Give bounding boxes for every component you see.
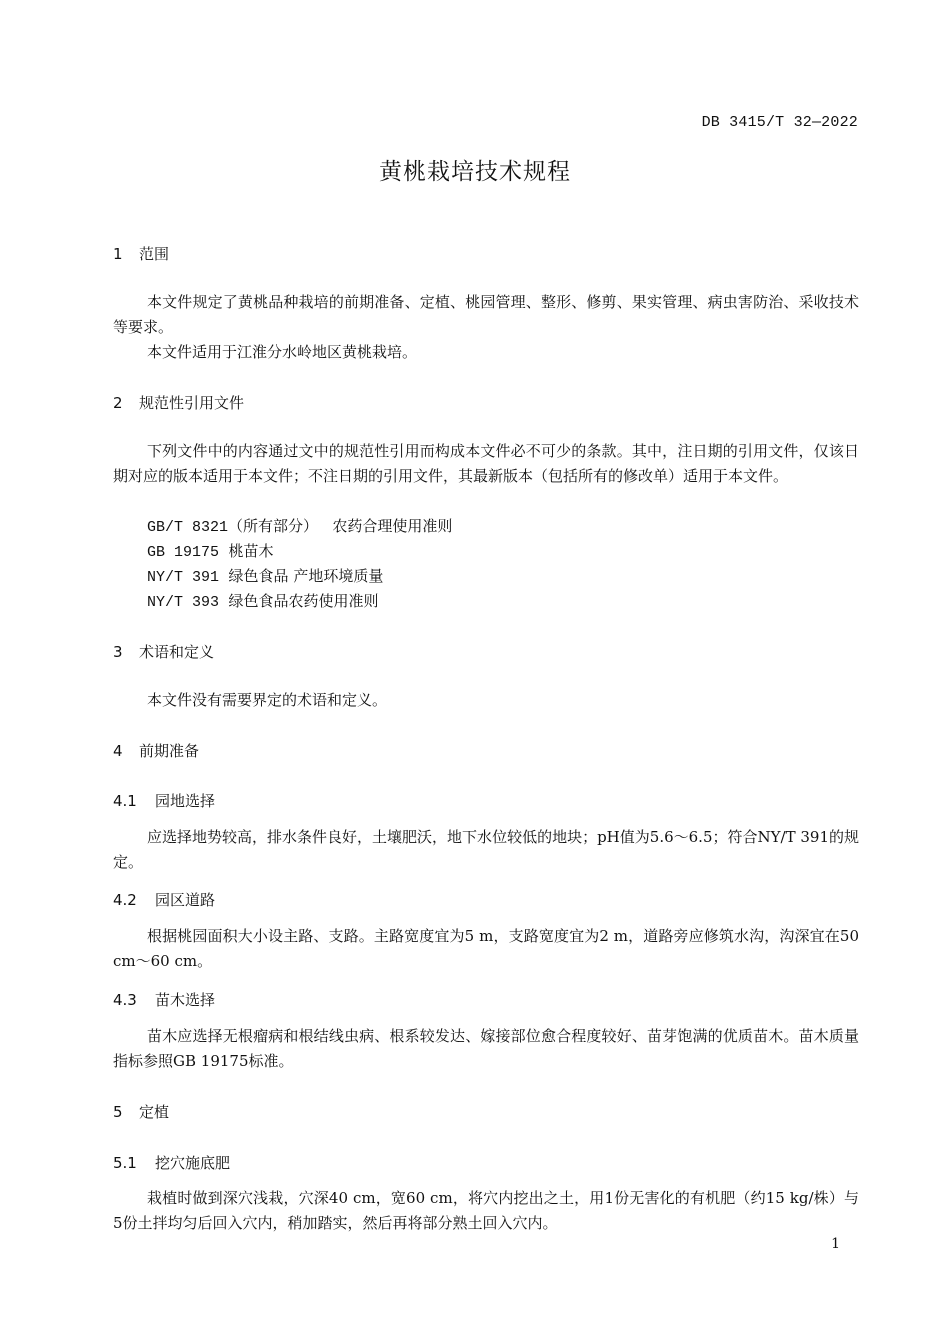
page-number: 1 — [831, 1236, 840, 1252]
section-title: 定植 — [139, 1103, 170, 1121]
section-heading-2 — [113, 392, 244, 413]
reference-item — [147, 564, 383, 590]
paragraph: 栽植时做到深穴浅栽，穴深40 cm，宽60 cm，将穴内挖出之土，用1份无害化的有机肥（约15 kg/株）与5份土拌均匀后回入穴内，稍加踏实，然后再将部分熟土回入穴内。 — [113, 1189, 859, 1232]
document-title: 黄桃栽培技术规程 — [379, 159, 571, 185]
paragraph: 应选择地势较高，排水条件良好，土壤肥沃，地下水位较低的地块；pH值为5.6～6.5；符合NY/T 391的规定。 — [113, 828, 859, 871]
section-number: 3 — [113, 643, 123, 661]
section-heading-1 — [113, 243, 169, 264]
subsection-heading-4-1 — [113, 790, 215, 811]
section-heading-4 — [113, 740, 199, 761]
reference-code: GB 19175 — [147, 544, 220, 561]
reference-title: 桃苗木 — [219, 542, 274, 560]
subsection-title: 苗木选择 — [155, 991, 216, 1009]
section-number: 2 — [113, 394, 123, 412]
reference-item — [147, 589, 379, 615]
subsection-title: 园区道路 — [155, 891, 216, 909]
section-title: 术语和定义 — [139, 643, 215, 661]
reference-code: GB/T 8321 — [147, 519, 229, 536]
section-title: 规范性引用文件 — [139, 394, 245, 412]
reference-code: NY/T 391 — [147, 569, 220, 586]
subsection-number: 4.2 — [113, 891, 137, 909]
section-heading-5 — [113, 1101, 169, 1122]
reference-title: （所有部分） 农药合理使用准则 — [228, 517, 453, 535]
section-number: 4 — [113, 742, 123, 760]
paragraph: 苗木应选择无根瘤病和根结线虫病、根系较发达、嫁接部位愈合程度较好、苗芽饱满的优质苗木。苗木质量指标参照GB 19175标准。 — [113, 1027, 859, 1070]
subsection-number: 5.1 — [113, 1154, 137, 1172]
document-code: DB 3415/T 32—2022 — [701, 114, 858, 131]
section-number: 1 — [113, 245, 123, 263]
paragraph: 本文件适用于江淮分水岭地区黄桃栽培。 — [147, 343, 418, 361]
subsection-number: 4.1 — [113, 792, 137, 810]
paragraph: 下列文件中的内容通过文中的规范性引用而构成本文件必不可少的条款。其中，注日期的引用文件，仅该日期对应的版本适用于本文件；不注日期的引用文件，其最新版本（包括所有的修改单）适用于本文件。 — [113, 442, 859, 485]
reference-title: 绿色食品 产地环境质量 — [219, 567, 384, 585]
paragraph: 本文件没有需要界定的术语和定义。 — [147, 691, 388, 709]
subsection-heading-4-3 — [113, 989, 215, 1010]
reference-item — [147, 514, 452, 540]
section-title: 前期准备 — [139, 742, 200, 760]
subsection-heading-4-2 — [113, 889, 215, 910]
paragraph: 根据桃园面积大小设主路、支路。主路宽度宜为5 m，支路宽度宜为2 m，道路旁应修筑水沟，沟深宜在50 cm～60 cm。 — [113, 927, 859, 970]
section-heading-3 — [113, 641, 214, 662]
subsection-number: 4.3 — [113, 991, 137, 1009]
reference-title: 绿色食品农药使用准则 — [219, 592, 379, 610]
subsection-title: 园地选择 — [155, 792, 216, 810]
paragraph: 本文件规定了黄桃品种栽培的前期准备、定植、桃园管理、整形、修剪、果实管理、病虫害防治、采收技术等要求。 — [113, 293, 859, 336]
section-title: 范围 — [139, 245, 170, 263]
subsection-heading-5-1 — [113, 1152, 230, 1173]
section-number: 5 — [113, 1103, 123, 1121]
reference-code: NY/T 393 — [147, 594, 220, 611]
reference-item — [147, 539, 274, 565]
subsection-title: 挖穴施底肥 — [155, 1154, 231, 1172]
